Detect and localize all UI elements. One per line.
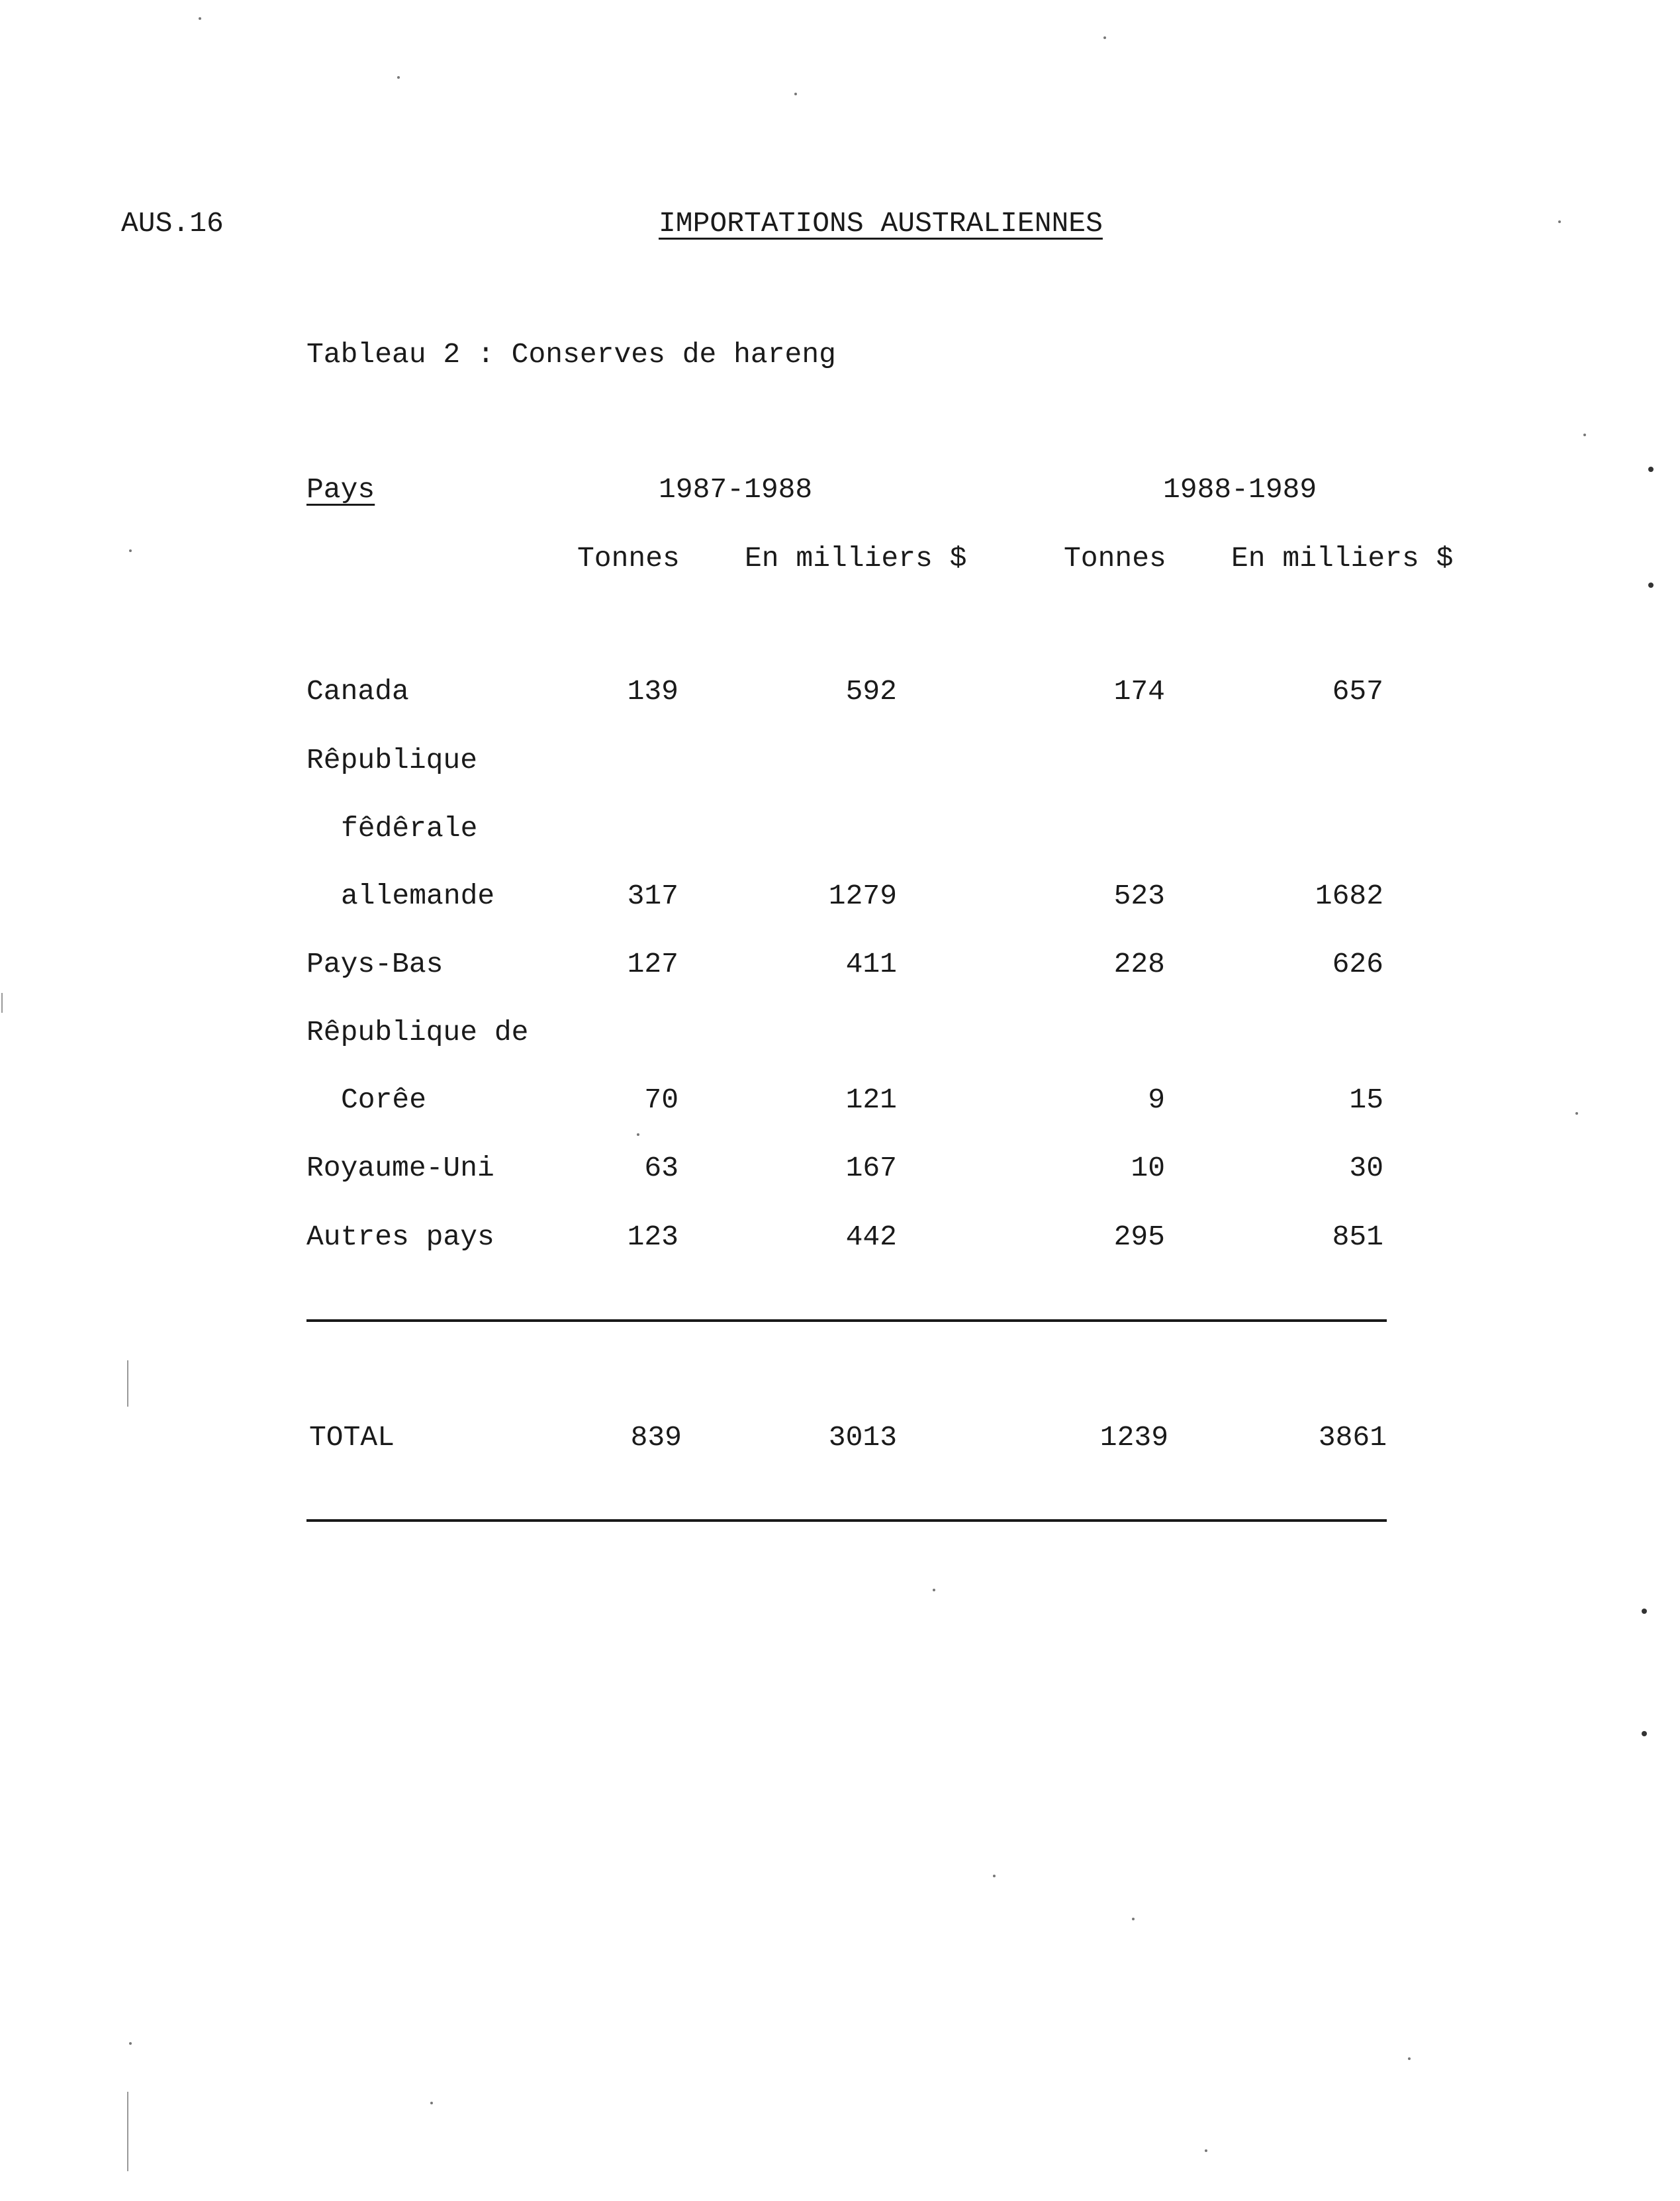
cell-pays-bas-tonnes-1987: 127 [627,948,678,980]
page-title: IMPORTATIONS AUSTRALIENNES [659,207,1103,240]
cell-royaume-uni-tonnes-1988: 10 [1131,1152,1165,1184]
row-label-royaume-uni: Royaume-Uni [306,1152,494,1184]
cell-autres-pays-tonnes-1987: 123 [627,1221,678,1253]
subheader-tonnes-1988: Tonnes [1064,542,1166,575]
subheader-value-1987: En milliers $ [745,542,967,575]
scan-speck [1648,467,1654,472]
scan-margin-mark [1,993,3,1013]
cell-rfa-tonnes-1988: 523 [1113,880,1165,912]
table-bottom-rule [306,1519,1387,1522]
row-label-canada: Canada [306,675,409,708]
total-tonnes-1987: 839 [630,1421,682,1454]
column-header-country: Pays [306,473,375,506]
scan-speck [129,2042,132,2045]
cell-canada-value-1987: 592 [845,675,897,708]
table-divider [306,1319,1387,1322]
period-header-1987-1988: 1987-1988 [659,473,813,506]
total-tonnes-1988: 1239 [1099,1421,1168,1454]
scan-speck [1558,220,1561,223]
scan-margin-mark [127,2092,128,2171]
row-label-coree-line2: Corêe [341,1084,427,1116]
cell-autres-pays-tonnes-1988: 295 [1113,1221,1165,1253]
scan-speck [993,1875,996,1877]
row-label-rfa-line1: Rêpublique [306,744,478,776]
scan-speck [1103,36,1106,39]
row-label-pays-bas: Pays-Bas [306,948,443,980]
cell-coree-value-1987: 121 [845,1084,897,1116]
cell-rfa-value-1987: 1279 [828,880,897,912]
scan-speck [430,2102,433,2104]
scan-speck [1408,2057,1411,2060]
cell-canada-tonnes-1987: 139 [627,675,678,708]
scan-speck [199,17,201,20]
row-label-rfa-line2: fêdêrale [341,812,478,845]
cell-pays-bas-value-1988: 626 [1332,948,1383,980]
cell-royaume-uni-tonnes-1987: 63 [644,1152,678,1184]
subheader-tonnes-1987: Tonnes [577,542,680,575]
cell-pays-bas-tonnes-1988: 228 [1113,948,1165,980]
cell-coree-tonnes-1987: 70 [644,1084,678,1116]
cell-rfa-value-1988: 1682 [1315,880,1383,912]
row-label-rfa-line3: allemande [341,880,495,912]
total-value-1988: 3861 [1318,1421,1387,1454]
scan-speck [1583,434,1586,436]
cell-autres-pays-value-1987: 442 [845,1221,897,1253]
scan-speck [1642,1731,1647,1736]
subheader-value-1988: En milliers $ [1231,542,1454,575]
scan-speck [794,93,797,95]
total-value-1987: 3013 [828,1421,897,1454]
cell-coree-tonnes-1988: 9 [1148,1084,1165,1116]
scan-margin-mark [127,1360,128,1407]
scan-speck [397,76,400,79]
cell-canada-tonnes-1988: 174 [1113,675,1165,708]
period-header-1988-1989: 1988-1989 [1163,473,1317,506]
cell-royaume-uni-value-1987: 167 [845,1152,897,1184]
scan-speck [1648,583,1654,588]
cell-pays-bas-value-1987: 411 [845,948,897,980]
scan-speck [933,1589,935,1591]
scan-speck [1205,2149,1207,2152]
cell-coree-value-1988: 15 [1349,1084,1383,1116]
cell-royaume-uni-value-1988: 30 [1349,1152,1383,1184]
cell-rfa-tonnes-1987: 317 [627,880,678,912]
table-caption: Tableau 2 : Conserves de hareng [306,338,836,371]
scan-speck [1132,1918,1135,1920]
scan-speck [129,549,132,552]
scan-speck [1642,1609,1647,1614]
row-label-autres-pays: Autres pays [306,1221,494,1253]
cell-autres-pays-value-1988: 851 [1332,1221,1383,1253]
total-label: TOTAL [309,1421,395,1454]
row-label-coree-line1: Rêpublique de [306,1016,529,1049]
cell-canada-value-1988: 657 [1332,675,1383,708]
document-reference: AUS.16 [121,207,224,240]
scan-speck [637,1133,639,1136]
scan-speck [1575,1112,1578,1115]
